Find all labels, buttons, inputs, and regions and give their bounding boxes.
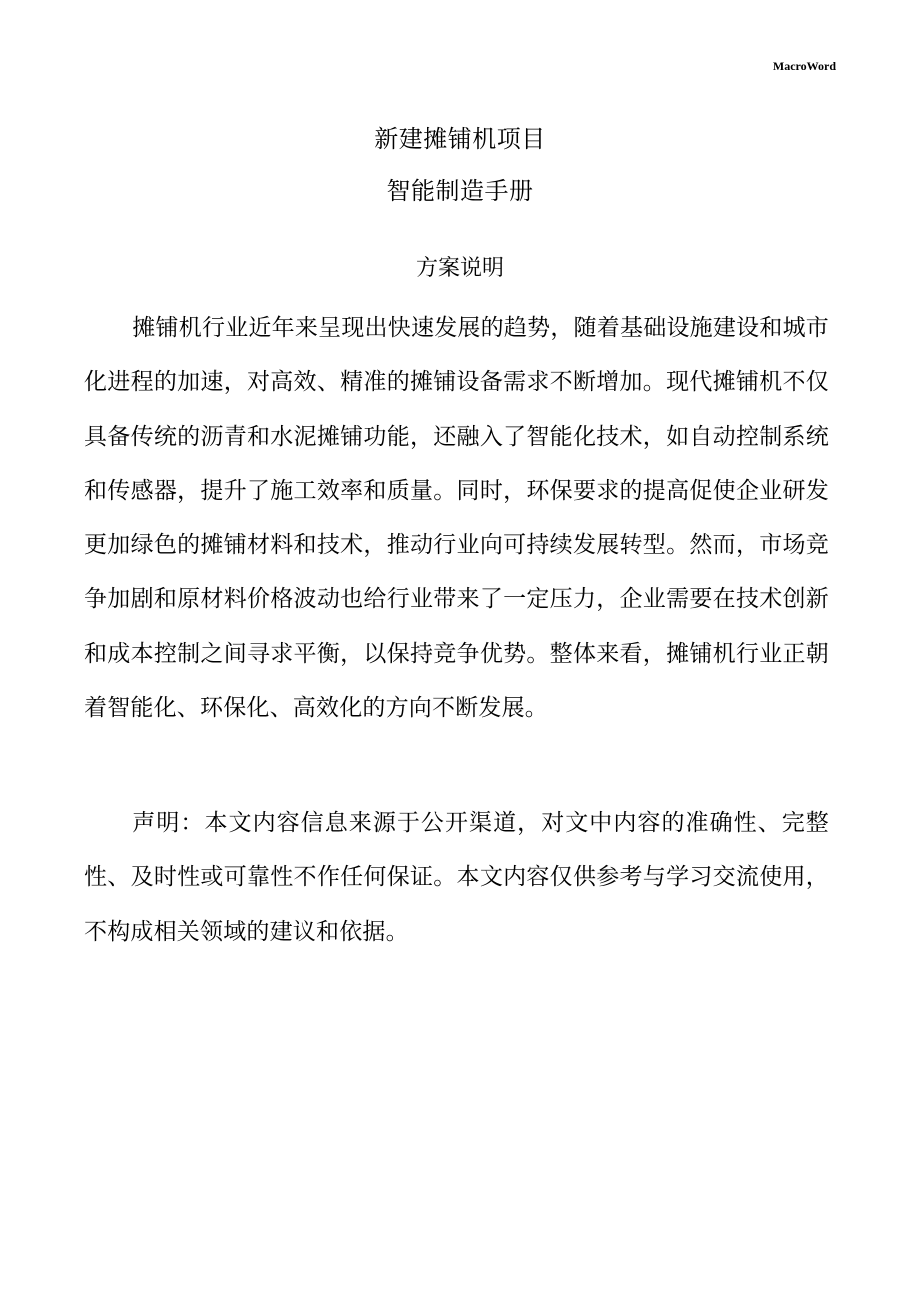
document-title-line2: 智能制造手册 <box>386 177 534 205</box>
disclaimer-paragraph: 声明：本文内容信息来源于公开渠道，对文中内容的准确性、完整性、及时性或可靠性不作任何保证。本文内容仅供参考与学习交流使用，不构成相关领域的建议和依据。 <box>84 810 829 945</box>
document-title-line1: 新建摊铺机项目 <box>374 125 546 153</box>
header-brand: MacroWord <box>772 59 836 73</box>
section-heading: 方案说明 <box>415 256 504 281</box>
body-paragraph: 摊铺机行业近年来呈现出快速发展的趋势，随着基础设施建设和城市化进程的加速，对高效、精准的摊铺设备需求不断增加。现代摊铺机不仅具备传统的沥青和水泥摊铺功能，还融入了智能化技术，如自动控制系统和传感器，提升了施工效率和质量。同时，环保要求的提高促使企业研发更加绿色的摊铺材料和技术，推动行业向可持续发展转型。然而，市场竞争加剧和原材料价格波动也给行业带来了一定压力，企业需要在技术创新和成本控制之间寻求平衡，以保持竞争优势。整体来看，摊铺机行业正朝着智能化、环保化、高效化的方向不断发展。 <box>84 315 829 722</box>
